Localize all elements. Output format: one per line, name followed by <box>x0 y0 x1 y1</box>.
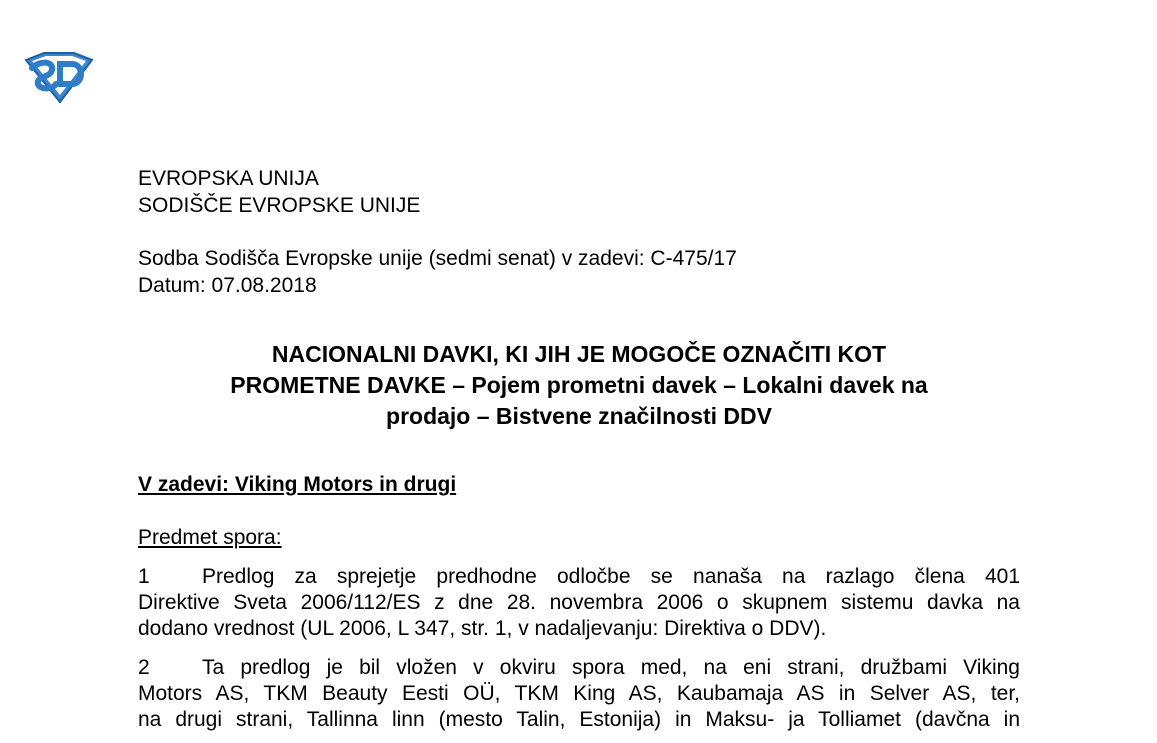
paragraph-text: Ta predlog je bil vložen v okviru spora med, na eni strani, družbami Viking <box>202 656 1020 679</box>
document-title <box>138 339 1020 432</box>
paragraph-1 <box>138 564 1020 642</box>
paragraph-line: Motors AS, TKM Beauty Eesti OÜ, TKM King AS, Kaubamaja AS in Selver AS, ter, <box>138 682 1020 705</box>
paragraph-2 <box>138 655 1020 733</box>
court-logo-icon <box>22 50 96 104</box>
paragraph-number: 1 <box>138 565 150 588</box>
header-court: SODIŠČE EVROPSKE UNIJE <box>138 194 421 217</box>
paragraph-line <box>138 655 1020 681</box>
paragraph-line: na drugi strani, Tallinna linn (mesto Talin, Estonija) in Maksu- ja Tolliamet (davčna in <box>138 708 1020 731</box>
case-date: Datum: 07.08.2018 <box>138 274 317 297</box>
paragraph-number: 2 <box>138 656 150 679</box>
paragraph-line <box>138 564 1020 590</box>
case-reference: Sodba Sodišča Evropske unije (sedmi senat) v zadevi: C-475/17 <box>138 247 737 270</box>
title-line-1: NACIONALNI DAVKI, KI JIH JE MOGOČE OZNAČITI KOT <box>271 341 887 367</box>
header-union: EVROPSKA UNIJA <box>138 167 319 190</box>
paragraph-text: Predlog za sprejetje predhodne odločbe se nanaša na razlago člena 401 <box>202 565 1020 588</box>
title-line-3: prodajo – Bistvene značilnosti DDV <box>386 403 772 429</box>
paragraph-line: Direktive Sveta 2006/112/ES z dne 28. novembra 2006 o skupnem sistemu davka na <box>138 591 1020 614</box>
subject-heading: V zadevi: Viking Motors in drugi <box>138 473 457 496</box>
paragraph-line: dodano vrednost (UL 2006, L 347, str. 1, v nadaljevanju: Direktiva o DDV). <box>138 617 827 640</box>
dispute-heading: Predmet spora: <box>138 526 282 549</box>
title-line-2: PROMETNE DAVKE – Pojem prometni davek – Lokalni davek na <box>230 372 928 398</box>
